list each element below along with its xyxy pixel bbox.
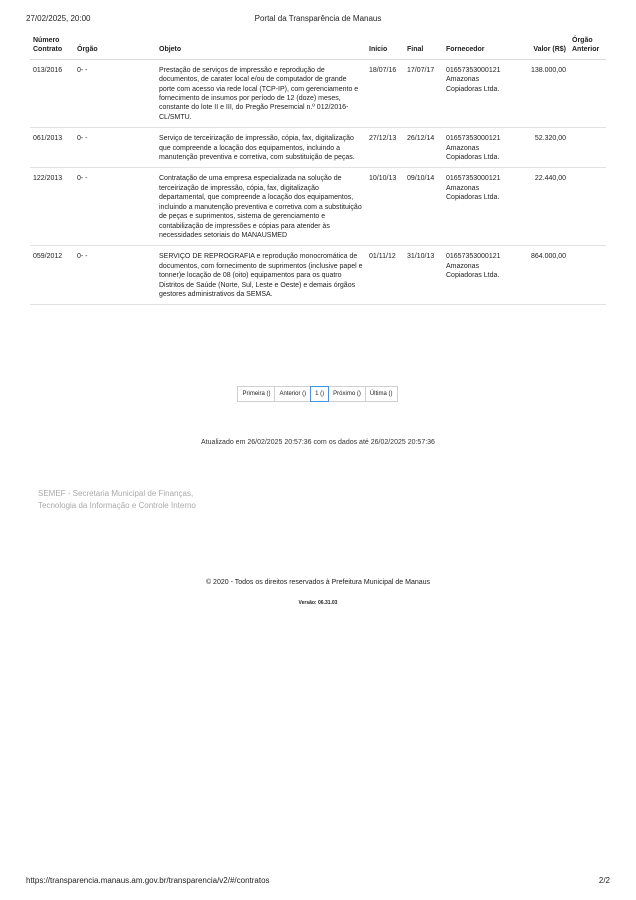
table-row[interactable] (30, 246, 606, 305)
cell-inicio: 01/11/12 (366, 246, 404, 305)
cell-fornecedor: 01657353000121 Amazonas Copiadoras Ltda. (443, 59, 513, 127)
copyright-text: © 2020 - Todos os direitos reservados à Prefeitura Municipal de Manaus (205, 579, 431, 586)
cell-final: 26/12/14 (404, 128, 443, 168)
print-url: https://transparencia.manaus.am.gov.br/transparencia/v2/#/contratos (26, 876, 270, 885)
contracts-table (30, 34, 606, 305)
cell-inicio: 18/07/16 (366, 59, 404, 127)
cell-objeto: Contratação de uma empresa especializada na solução de terceirização de impressão, cópia, fax, digitalização departamental, que compreende a locação dos equipamentos, incluindo a manutenção preventiva e corretiva com a substituição de peças e suprimentos, sistema de gerenciamento e contabilização de impressões e cópias para atender às necessidades setoriais do MANAUSMED (156, 168, 366, 246)
col-header-numero-contrato[interactable]: Número Contrato (30, 34, 74, 59)
col-header-final[interactable]: Final (404, 34, 443, 59)
cell-numero: 059/2012 (30, 246, 74, 305)
table-row[interactable] (30, 128, 606, 168)
cell-fornecedor: 01657353000121 Amazonas Copiadoras Ltda. (443, 128, 513, 168)
cell-valor: 22.440,00 (513, 168, 569, 246)
pagination (0, 386, 636, 402)
cell-orgao: 0- - (74, 168, 156, 246)
cell-orgao: 0- - (74, 128, 156, 168)
print-page-title: Portal da Transparência de Manaus (254, 14, 382, 23)
cell-orgao: 0- - (74, 59, 156, 127)
cell-inicio: 27/12/13 (366, 128, 404, 168)
print-footer (26, 876, 610, 888)
print-header (26, 14, 610, 26)
col-header-valor[interactable]: Valor (R$) (513, 34, 569, 59)
cell-orgao: 0- - (74, 246, 156, 305)
cell-orgao-anterior (569, 59, 606, 127)
table-body (30, 59, 606, 305)
cell-fornecedor: 01657353000121 Amazonas Copiadoras Ltda. (443, 168, 513, 246)
cell-objeto: Serviço de terceirização de impressão, cópia, fax, digitalização que compreende a locação dos equipamentos, incluindo a manutenção preventiva e corretiva, com substituição de peças. (156, 128, 366, 168)
pagination-previous-button[interactable]: Anterior () (274, 386, 311, 402)
col-header-orgao-anterior[interactable]: Órgão Anterior (569, 34, 606, 59)
cell-numero: 061/2013 (30, 128, 74, 168)
col-header-fornecedor[interactable]: Fornecedor (443, 34, 513, 59)
cell-inicio: 10/10/13 (366, 168, 404, 246)
col-header-orgao[interactable]: Órgão (74, 34, 156, 59)
contracts-table-container (30, 34, 606, 305)
cell-valor: 138.000,00 (513, 59, 569, 127)
table-header (30, 34, 606, 59)
cell-final: 17/07/17 (404, 59, 443, 127)
cell-fornecedor: 01657353000121 Amazonas Copiadoras Ltda. (443, 246, 513, 305)
cell-valor: 52.320,00 (513, 128, 569, 168)
cell-orgao-anterior (569, 168, 606, 246)
col-header-inicio[interactable]: Início (366, 34, 404, 59)
pagination-current-page[interactable]: 1 () (310, 386, 329, 402)
cell-numero: 013/2016 (30, 59, 74, 127)
cell-numero: 122/2013 (30, 168, 74, 246)
version-text: Versão: 06.31.03 (298, 600, 338, 606)
last-updated-text: Atualizado em 26/02/2025 20:57:36 com os dados até 26/02/2025 20:57:36 (201, 439, 435, 446)
table-row[interactable] (30, 59, 606, 127)
cell-objeto: Prestação de serviços de impressão e reprodução de documentos, de carater local e/ou de computador de grande porte com acesso via rede local (TCP-IP), com gerenciamento e fornecimento de insumos por período de 12 (doze) meses, constante do lote II e III, do Pregão Presemcial n.º 012/2016-CL/SMTU. (156, 59, 366, 127)
cell-orgao-anterior (569, 128, 606, 168)
pagination-first-button[interactable]: Primeira () (237, 386, 275, 402)
print-date: 27/02/2025, 20:00 (26, 14, 91, 23)
cell-final: 31/10/13 (404, 246, 443, 305)
cell-orgao-anterior (569, 246, 606, 305)
pagination-last-button[interactable]: Última () (365, 386, 398, 402)
col-header-objeto[interactable]: Objeto (156, 34, 366, 59)
print-page-number: 2/2 (598, 876, 610, 885)
cell-objeto: SERVIÇO DE REPROGRAFIA e reprodução monocromática de documentos, com fornecimento de suprimentos (inclusive papel e tonner)e locação de 08 (oito) equipamentos para os quatro Distritos de Saúde (Norte, Sul, Leste e Oeste) e demais órgãos gestores administrativos da SEMSA. (156, 246, 366, 305)
organization-name: SEMEF - Secretaria Municipal de Finanças, Tecnologia da Informação e Controle Interno (38, 489, 196, 510)
pagination-next-button[interactable]: Próximo () (328, 386, 366, 402)
header-row (30, 34, 606, 59)
cell-final: 09/10/14 (404, 168, 443, 246)
cell-valor: 864.000,00 (513, 246, 569, 305)
table-row[interactable] (30, 168, 606, 246)
